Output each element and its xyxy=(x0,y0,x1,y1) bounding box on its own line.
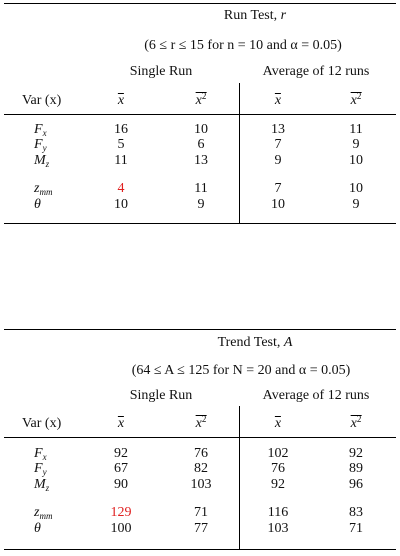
table-cell: 4 xyxy=(117,181,125,196)
table-cell: 90 xyxy=(114,477,128,492)
row-label: θ xyxy=(34,521,41,536)
table-cell: 77 xyxy=(194,521,208,536)
table-cell: 11 xyxy=(114,153,128,168)
table-cell: 10 xyxy=(271,197,285,212)
table-cell: 83 xyxy=(349,505,363,520)
table-cell: 9 xyxy=(352,137,360,152)
table-cell: 13 xyxy=(194,153,208,168)
table-cell: 11 xyxy=(194,181,208,196)
mean-column-header: x xyxy=(274,93,282,108)
table-bottom-rule xyxy=(4,549,396,550)
table-cell: 16 xyxy=(114,122,128,137)
group-header-average: Average of 12 runs xyxy=(262,64,370,79)
table-condition: (64 ≤ A ≤ 125 for N = 20 and α = 0.05) xyxy=(131,363,351,378)
header-rule xyxy=(4,437,396,438)
mean-square-column-header: $x^2$ xyxy=(195,414,207,431)
table-cell: 102 xyxy=(267,446,289,461)
table-cell: 7 xyxy=(274,181,282,196)
table-top-rule xyxy=(4,329,396,330)
row-label: $z_{mm}$ xyxy=(34,505,53,521)
mean-square-column-header: $x^2$ xyxy=(350,91,362,108)
table-cell: 82 xyxy=(194,461,208,476)
row-label: $F_x$ xyxy=(34,446,47,462)
row-label: $F_y$ xyxy=(34,461,47,477)
table-cell: 71 xyxy=(194,505,208,520)
table-cell: 10 xyxy=(349,181,363,196)
group-header-average: Average of 12 runs xyxy=(262,388,370,403)
table-title: Trend Test, A xyxy=(217,335,293,350)
table-bottom-rule xyxy=(4,223,396,224)
mean-column-header: x xyxy=(274,416,282,431)
row-label: $M_z$ xyxy=(34,477,50,493)
table-cell: 103 xyxy=(267,521,289,536)
mean-column-header: x xyxy=(117,93,125,108)
table-cell: 13 xyxy=(271,122,285,137)
table-cell: 116 xyxy=(267,505,289,520)
table-cell: 67 xyxy=(114,461,128,476)
row-label: θ xyxy=(34,197,41,212)
var-column-header: Var (x) xyxy=(22,416,62,431)
table-cell: 92 xyxy=(271,477,285,492)
table-cell: 96 xyxy=(349,477,363,492)
group-header-single-run: Single Run xyxy=(129,64,193,79)
table-cell: 71 xyxy=(349,521,363,536)
table-cell: 92 xyxy=(349,446,363,461)
mean-square-column-header: $x^2$ xyxy=(350,414,362,431)
row-label: $M_z$ xyxy=(34,153,50,169)
table-cell: 89 xyxy=(349,461,363,476)
table-title: Run Test, r xyxy=(223,8,287,23)
row-label: $F_y$ xyxy=(34,137,47,153)
table-cell: 9 xyxy=(352,197,360,212)
column-divider xyxy=(239,83,240,224)
group-header-single-run: Single Run xyxy=(129,388,193,403)
table-cell: 10 xyxy=(114,197,128,212)
table-cell: 10 xyxy=(349,153,363,168)
table-cell: 100 xyxy=(110,521,132,536)
row-label: $z_{mm}$ xyxy=(34,181,53,197)
table-top-rule xyxy=(4,3,396,4)
table-cell: 129 xyxy=(110,505,132,520)
table-cell: 6 xyxy=(197,137,205,152)
table-cell: 103 xyxy=(190,477,212,492)
table-cell: 92 xyxy=(114,446,128,461)
table-cell: 9 xyxy=(197,197,205,212)
table-cell: 76 xyxy=(271,461,285,476)
header-rule xyxy=(4,114,396,115)
mean-square-column-header: $x^2$ xyxy=(195,91,207,108)
table-cell: 7 xyxy=(274,137,282,152)
table-condition: (6 ≤ r ≤ 15 for n = 10 and α = 0.05) xyxy=(144,38,342,53)
table-cell: 76 xyxy=(194,446,208,461)
table-cell: 11 xyxy=(349,122,363,137)
table-cell: 9 xyxy=(274,153,282,168)
table-cell: 10 xyxy=(194,122,208,137)
mean-column-header: x xyxy=(117,416,125,431)
row-label: $F_x$ xyxy=(34,122,47,138)
column-divider xyxy=(239,406,240,550)
table-cell: 5 xyxy=(117,137,125,152)
var-column-header: Var (x) xyxy=(22,93,62,108)
